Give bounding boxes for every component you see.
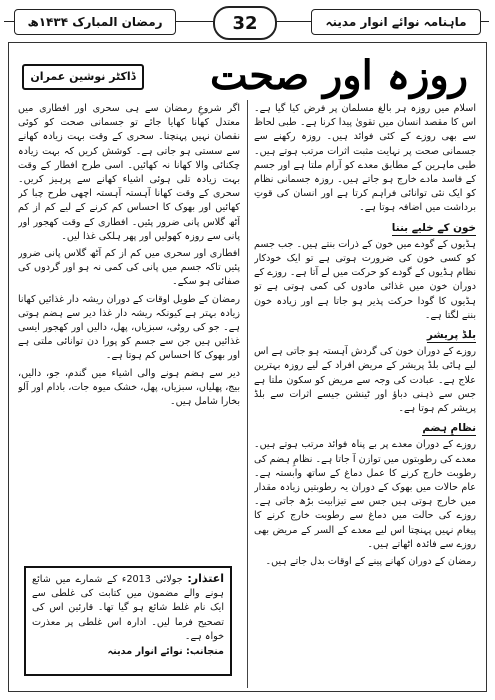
paragraph-blood-pressure: روزے کے دوران خون کی گردش آہستہ ہو جاتی ہے اس لیے ہائی بلڈ پریشر کے مریض افراد کے لیے روزہ بہترین علاج ہے۔ عبادت کی وجہ سے مریض کو سکون ملتا ہے جس سے ذہنی دباؤ اور ٹینشن جیسے اثرات سے بلڈ پریشر کم ہوتا ہے۔: [254, 346, 476, 415]
paragraph-water: افطاری اور سحری میں کم از کم آٹھ گلاس پانی ضرور پئیں تاکہ جسم میں پانی کی کمی نہ ہو اور گردوں کی صفائی ہو سکے۔: [18, 248, 240, 288]
heading-blood-pressure: بلڈ پریشر: [427, 328, 476, 343]
magazine-name: ماہنامہ نوائے انوار مدینہ: [311, 9, 481, 35]
paragraph-blood-cells: ہڈیوں کے گودے میں خون کے ذرات بنتے ہیں۔ جب جسم کو کسی خون کی ضرورت ہوتی ہے تو ایک خودکار نظام ہڈیوں کے گودے کو حرکت میں لے آتا ہے۔ روزے کے دوران خون میں غذائی مادوں کی کمی ہوتی ہے تو ہڈیوں کا گودا حرکت پذیر ہو جاتا ہے اور زیادہ خون بننے لگتا ہے۔: [254, 238, 476, 321]
notice-body: جولائی 2013ء کے شمارے میں شائع ہونے والے مضمون میں کتابت کی غلطی سے ایک نام غلط شائع ہو گیا تھا۔ قارئین اس کی تصحیح فرما لیں۔ ادارہ اس غلطی پر معذرت خواہ ہے۔: [32, 574, 224, 642]
heading-digestion: نظامِ ہضم: [422, 421, 476, 436]
page-number: 32: [213, 6, 277, 40]
notice-box: [24, 566, 232, 676]
paragraph-diet: اگر شروعِ رمضان سے ہی سحری اور افطاری میں معتدل کھانا کھایا جائے تو جسمانی صحت کو کوئی نقصان نہیں پہنچتا۔ سحری کے وقت بہت زیادہ کھانے سے سستی ہو جاتی ہے۔ کوشش کریں کہ بہت زیادہ چکنائی والا کھانا نہ کھائیں۔ اسی طرح افطار کے وقت بہت زیادہ تلی ہوئی اشیاء کھانے سے پرہیز کریں۔ سحری کے وقت کھانا آہستہ آہستہ اچھی طرح چبا کر کھائیں اور بھوک کا احساس کم کرنے کے لیے کم از کم آٹھ گلاس پانی ضرور پئیں۔ افطاری کے وقت کھجور اور پانی سے روزہ کھولیں اور پھر ہلکی غذا لیں۔: [18, 103, 240, 242]
heading-blood-cells: خون کے خلیے بننا: [392, 221, 476, 236]
paragraph-slow-foods: دیر سے ہضم ہونے والی اشیاء میں گندم، جو، دالیں، بیج، پھلیاں، سبزیاں، پھل، خشک میوہ جات، بادام اور آلو بخارا شامل ہیں۔: [18, 367, 240, 408]
page-header: [4, 4, 489, 40]
column-divider: [247, 100, 248, 688]
paragraph-digestion: روزے کے دوران معدے پر بے پناہ فوائد مرتب ہوتے ہیں۔ معدے کی رطوبتوں میں توازن آ جاتا ہے۔ نظامِ ہضم کی رطوبت خارج کرنے کا عمل دماغ کے ساتھ وابستہ ہے۔ عام حالات میں بھوک کے دوران یہ رطوبتیں زیادہ مقدار میں خارج ہوتی ہیں جس سے تیزابیت بڑھ جاتی ہے۔ روزے کی حالت میں دماغ سے رطوبت خارج کرنے کا پیغام نہیں پہنچتا اس لیے معدے کے السر کے مریض بھی روزے سے فائدہ اٹھاتے ہیں۔: [254, 439, 476, 550]
notice-lead: اعتذار:: [187, 572, 224, 585]
notice-signature: منجانب: نوائے انوار مدینہ: [107, 646, 224, 658]
paragraph-closing: رمضان کے دوران کھانے پینے کے اوقات بدل جاتے ہیں۔: [265, 556, 476, 568]
issue-label: رمضان المبارک ۱۴۳۴ھ: [14, 9, 176, 35]
right-column: [254, 102, 476, 688]
author-name: ڈاکٹر نوشین عمران: [22, 64, 144, 90]
paragraph-fiber: رمضان کے طویل اوقات کے دوران ریشہ دار غذائیں کھانا زیادہ بہتر ہے کیونکہ ریشہ دار غذا دیر سے ہضم ہوتی ہے۔ جو کی روٹی، سبزیاں، پھل، دالیں اور کھجور ایسی غذائیں ہیں جن سے جسم کو پورا دن توانائی ملتی ہے اور بھوک کا احساس کم ہوتا ہے۔: [18, 293, 240, 362]
article-title: روزہ اور صحت: [209, 52, 469, 99]
paragraph-intro: اسلام میں روزہ ہر بالغ مسلمان پر فرض کیا گیا ہے۔ اس کا مقصد انسان میں تقویٰ پیدا کرنا ہے۔ طبی لحاظ سے بھی روزے کے کئی فوائد ہیں۔ روزہ رکھنے سے جسمانی صحت پر نہایت مثبت اثرات مرتب ہوتے ہیں۔ طبی ماہرین کے مطابق معدے کو آرام ملتا ہے اور جسم کے فاسد مادے خارج ہو جاتے ہیں۔ روزہ جسمانی نظام کو ایک نئی توانائی فراہم کرتا ہے اور انسان کی قوتِ برداشت میں اضافہ ہوتا ہے۔: [254, 103, 476, 214]
